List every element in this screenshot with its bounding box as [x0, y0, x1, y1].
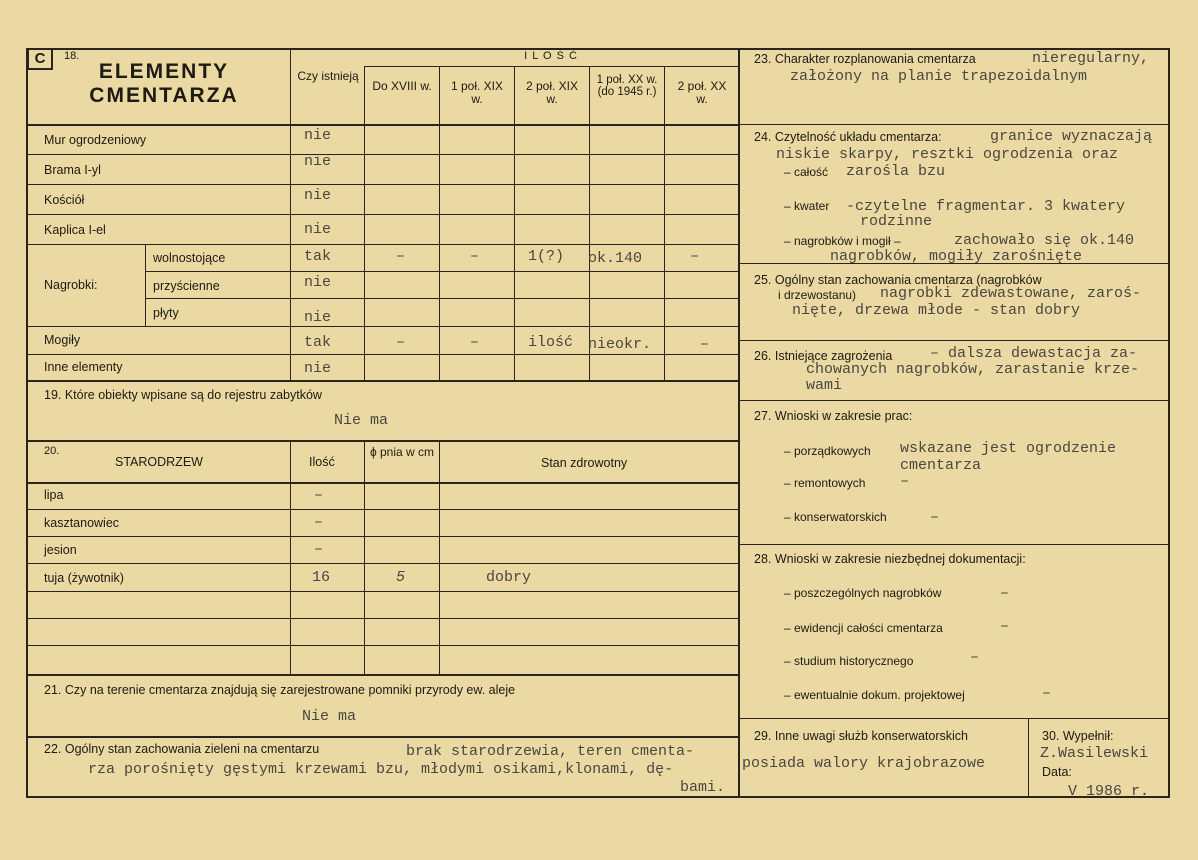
s27-porz-label: – porządkowych	[784, 444, 871, 458]
row-label: Inne elementy	[44, 360, 123, 374]
cell-value: –	[690, 248, 700, 265]
grid-line	[364, 66, 365, 380]
s30-date: V 1986 r.	[1068, 783, 1150, 800]
s24-nagrobkow-label: – nagrobków i mogił –	[784, 234, 901, 248]
s27-rem-value: –	[900, 473, 910, 490]
row-exists: nie	[304, 187, 332, 204]
section-code-box: C	[27, 48, 53, 70]
grid-line	[738, 124, 1170, 125]
grid-line	[26, 184, 738, 185]
cell-value: –	[470, 248, 480, 265]
grid-line	[26, 440, 738, 442]
s25-label: 25. Ogólny stan zachowania cmentarza (nagrobków	[754, 273, 1042, 287]
row-label: Mur ogrodzeniowy	[44, 133, 147, 147]
s25-label2: i drzewostanu)	[778, 288, 857, 302]
col-2-xx-header: 2 poł. XX w.	[677, 79, 727, 106]
row-exists: nie	[304, 221, 332, 238]
s27-label: 27. Wnioski w zakresie prac:	[754, 409, 913, 423]
grid-line	[26, 482, 738, 484]
s27-rem-label: – remontowych	[784, 476, 866, 490]
s24-line: granice wyznaczają	[990, 128, 1153, 145]
grid-line	[26, 674, 738, 676]
grid-line	[290, 440, 291, 674]
s24-line: niskie skarpy, resztki ogrodzenia oraz	[776, 146, 1119, 163]
s24-kwater-value: -czytelne fragmentar. 3 kwatery	[846, 198, 1126, 215]
nagrobki-label: Nagrobki:	[44, 278, 98, 292]
s23-line: założony na planie trapezoidalnym	[790, 68, 1088, 85]
s24-nagrobkow-value: zachowało się ok.140	[954, 232, 1135, 249]
grid-line	[26, 380, 738, 382]
grid-line	[145, 298, 738, 299]
s20-col-stan: Stan zdrowotny	[541, 456, 628, 470]
cell-value: ok.140	[588, 250, 643, 267]
row-label: Mogiły	[44, 333, 81, 347]
s18-title: ELEMENTY CMENTARZA	[89, 60, 239, 108]
grid-line	[26, 645, 738, 646]
cell-value: –	[700, 336, 710, 353]
s20-title: STARODRZEW	[115, 455, 203, 469]
tree-qty: –	[314, 487, 324, 504]
grid-line	[26, 326, 738, 327]
s24-kwater-value2: rodzinne	[860, 213, 933, 230]
s28-item-label: – poszczególnych nagrobków	[784, 586, 942, 600]
s27-porz-value2: cmentarza	[900, 457, 982, 474]
tree-stan: dobry	[486, 569, 532, 586]
s19-value: Nie ma	[334, 412, 389, 429]
grid-line	[364, 66, 738, 67]
row-exists: tak	[304, 334, 332, 351]
row-label: Brama I-yl	[44, 163, 101, 177]
tree-phi: 5	[396, 569, 406, 586]
center-divider	[738, 48, 740, 798]
s24-calosc-label: – całość	[784, 165, 829, 179]
s28-item-value: –	[970, 649, 980, 666]
row-label: Kościół	[44, 193, 85, 207]
s21-value: Nie ma	[302, 708, 357, 725]
tree-name: jesion	[44, 543, 77, 557]
s28-item-value: –	[1042, 685, 1052, 702]
grid-line	[26, 214, 738, 215]
s29-value: posiada walory krajobrazowe	[742, 755, 986, 772]
col-exists-header: Czy istnieją	[297, 69, 359, 83]
grid-line	[26, 509, 738, 510]
s27-kons-value: –	[930, 509, 940, 526]
s22-line: brak starodrzewia, teren cmenta-	[406, 743, 695, 760]
s26-label: 26. Istniejące zagrożenia	[754, 349, 893, 363]
s23-label: 23. Charakter rozplanowania cmentarza	[754, 52, 976, 66]
tree-name: tuja (żywotnik)	[44, 571, 124, 585]
cell-value: 1(?)	[528, 248, 565, 265]
row-exists: nie	[304, 153, 332, 170]
grid-line	[589, 66, 590, 380]
s28-item-label: – studium historycznego	[784, 654, 914, 668]
s18-number: 18.	[64, 50, 80, 62]
grid-line	[1028, 718, 1029, 798]
s24-label: 24. Czytelność układu cmentarza:	[754, 130, 942, 144]
grid-line	[439, 66, 440, 380]
s24-kwater-label: – kwater	[784, 199, 830, 213]
s30-label: 30. Wypełnił:	[1042, 729, 1114, 743]
tree-name: lipa	[44, 488, 64, 502]
s24-calosc-value: zarośla bzu	[846, 163, 946, 180]
grid-line	[514, 66, 515, 380]
grid-line	[364, 440, 365, 674]
cell-value: nieokr.	[588, 336, 652, 353]
grid-line	[26, 563, 738, 564]
grid-line	[145, 271, 738, 272]
tree-qty: –	[314, 514, 324, 531]
s27-porz-value: wskazane jest ogrodzenie	[900, 440, 1117, 457]
grid-line	[26, 154, 738, 155]
s28-item-label: – ewentualnie dokum. projektowej	[784, 688, 965, 702]
s20-col-ilosc: Ilość	[309, 455, 335, 469]
ilosc-header: I L O Ś Ć	[524, 50, 578, 62]
grid-line	[26, 736, 738, 738]
col-xviii-header: Do XVIII w.	[372, 79, 432, 93]
s28-label: 28. Wnioski w zakresie niezbędnej dokumentacji:	[754, 552, 1026, 566]
col-1-xx-header: 1 poł. XX w. (do 1945 r.)	[596, 74, 658, 99]
s28-item-value: –	[1000, 585, 1010, 602]
tree-qty: –	[314, 541, 324, 558]
row-label: płyty	[153, 306, 179, 320]
s25-line: nięte, drzewa młode - stan dobry	[792, 302, 1081, 319]
grid-line	[738, 340, 1170, 341]
grid-line	[26, 618, 738, 619]
grid-line	[145, 244, 146, 326]
cell-value: –	[470, 334, 480, 351]
s22-line: bami.	[680, 779, 726, 796]
grid-line	[26, 591, 738, 592]
tree-qty: 16	[312, 569, 331, 586]
row-exists: nie	[304, 309, 332, 326]
grid-line	[439, 440, 440, 674]
tree-name: kasztanowiec	[44, 516, 120, 530]
cell-value: –	[396, 248, 406, 265]
grid-line	[738, 718, 1170, 719]
grid-line	[26, 124, 738, 126]
row-exists: tak	[304, 248, 332, 265]
s24-nagrobkow-value2: nagrobków, mogiły zarośnięte	[830, 248, 1083, 265]
cell-value: ilość	[528, 334, 574, 351]
col-2-xix-header: 2 poł. XIX w.	[525, 79, 579, 106]
s26-line: chowanych nagrobków, zarastanie krze-	[806, 361, 1140, 378]
s20-col-phi: ϕ pnia w cm	[369, 445, 435, 459]
row-label: wolnostojące	[153, 251, 226, 265]
s21-label: 21. Czy na terenie cmentarza znajdują się zarejestrowane pomniki przyrody ew. aleje	[44, 683, 516, 697]
s30-name: Z.Wasilewski	[1040, 745, 1149, 762]
s27-kons-label: – konserwatorskich	[784, 510, 887, 524]
row-exists: nie	[304, 127, 332, 144]
s22-label: 22. Ogólny stan zachowania zieleni na cmentarzu	[44, 742, 320, 756]
row-label: Kaplica I-el	[44, 223, 106, 237]
grid-line	[26, 536, 738, 537]
grid-line	[26, 354, 738, 355]
row-exists: nie	[304, 360, 332, 377]
s29-label: 29. Inne uwagi służb konserwatorskich	[754, 729, 969, 743]
row-label: przyścienne	[153, 279, 220, 293]
s26-line: – dalsza dewastacja za-	[930, 345, 1138, 362]
cell-value: –	[396, 334, 406, 351]
s28-item-label: – ewidencji całości cmentarza	[784, 621, 943, 635]
grid-line	[738, 400, 1170, 401]
col-1-xix-header: 1 poł. XIX w.	[450, 79, 504, 106]
row-exists: nie	[304, 274, 332, 291]
s26-line: wami	[806, 377, 843, 394]
grid-line	[26, 244, 738, 245]
s22-line: rza porośnięty gęstymi krzewami bzu, młodymi osikami,klonami, dę-	[88, 761, 674, 778]
s19-label: 19. Które obiekty wpisane są do rejestru zabytków	[44, 388, 322, 402]
grid-line	[738, 544, 1170, 545]
s30-date-label: Data:	[1042, 765, 1072, 779]
grid-line	[664, 66, 665, 380]
s28-item-value: –	[1000, 618, 1010, 635]
s23-line: nieregularny,	[1032, 50, 1150, 67]
s20-number: 20.	[44, 445, 60, 457]
s25-line: nagrobki zdewastowane, zaroś-	[880, 285, 1142, 302]
